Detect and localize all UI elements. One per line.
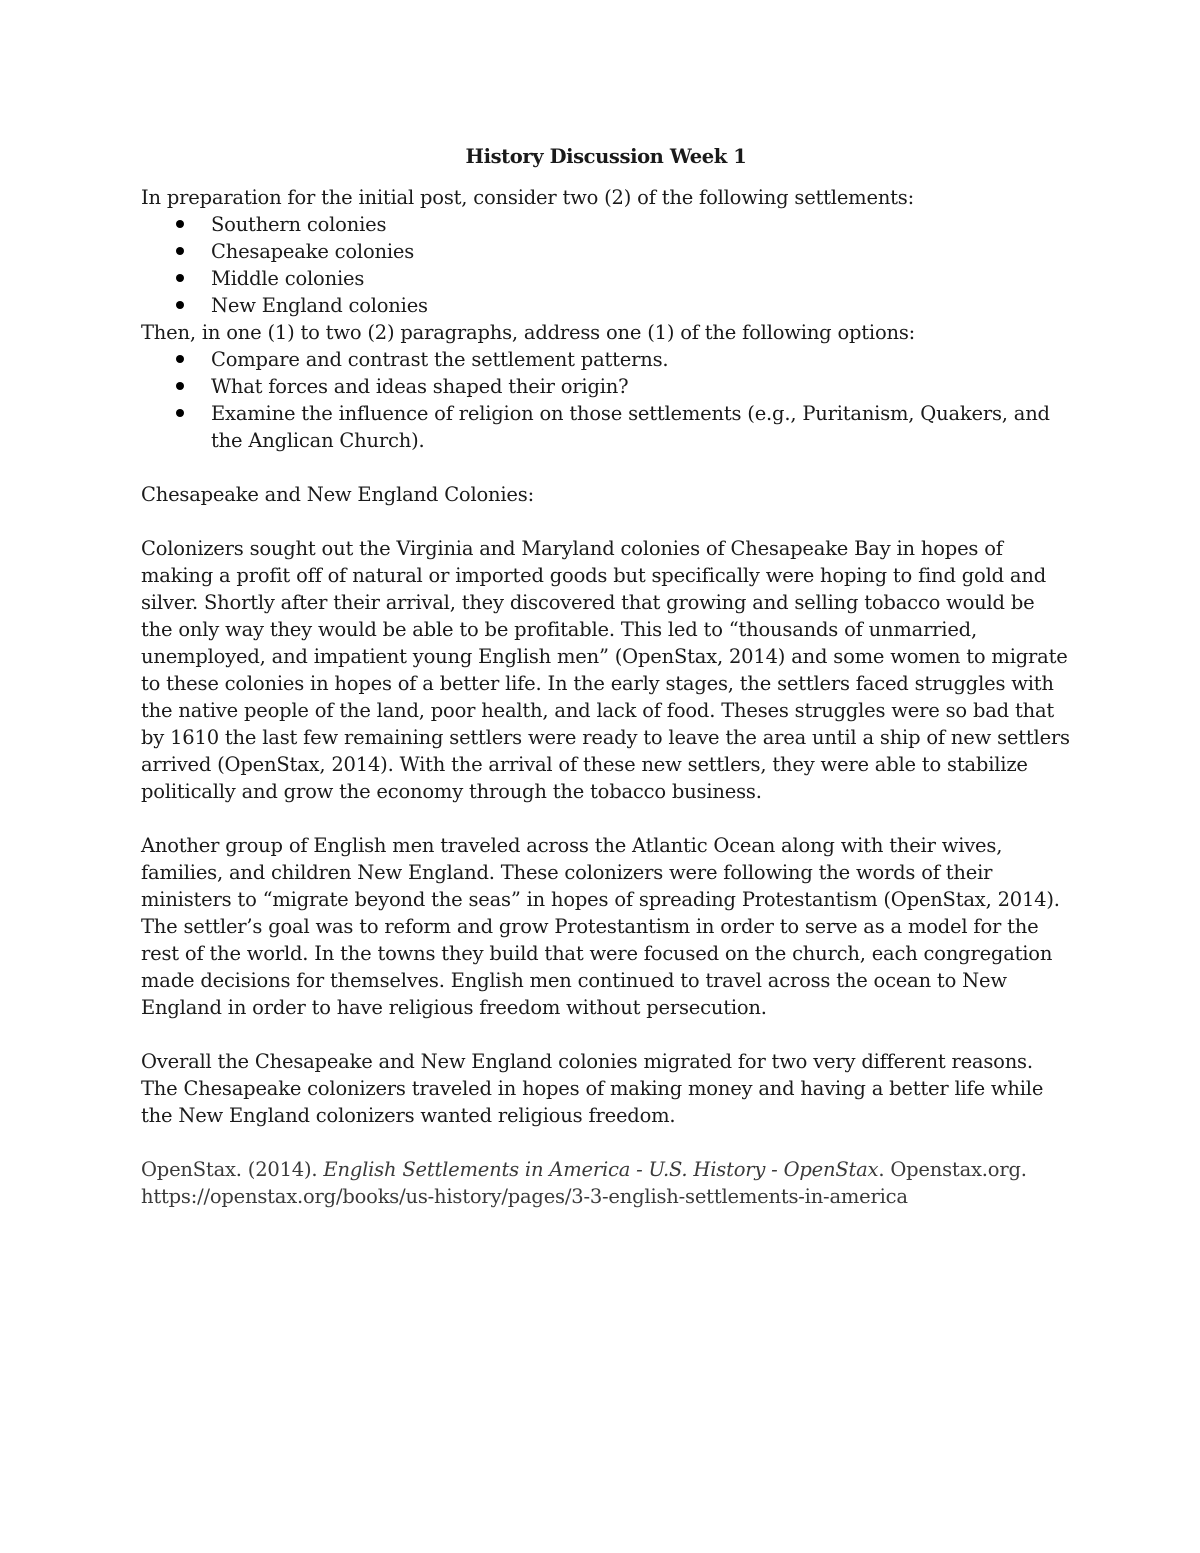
body-paragraph: Colonizers sought out the Virginia and Maryland colonies of Chesapeake Bay in hopes of making a profit off of natural or imported goods but specifically were hoping to find gold and silver. Shortly after their arrival, they discovered that growing and selling tobacco would be the only way they would be able to be profitable. This led to “thousands of unmarried, unemployed, and impatient young English men” (OpenStax, 2014) and some women to migrate to these colonies in hopes of a better life. In the early stages, the settlers faced struggles with the native people of the land, poor health, and lack of food. Theses struggles were so bad that by 1610 the last few remaining settlers were ready to leave the area until a ship of new settlers arrived (OpenStax, 2014). With the arrival of these new settlers, they were able to stabilize politically and grow the economy through the tobacco business.: [141, 537, 1070, 803]
citation-work-title: English Settlements in America - U.S. History - OpenStax: [323, 1158, 879, 1181]
list-item: New England colonies: [141, 292, 1071, 319]
citation-url: https://openstax.org/books/us-history/pages/3-3-english-settlements-in-america: [141, 1185, 908, 1208]
options-list: [141, 346, 1071, 454]
options-intro-text: Then, in one (1) to two (2) paragraphs, address one (1) of the following options:: [141, 321, 916, 344]
body-paragraph: Another group of English men traveled across the Atlantic Ocean along with their wives, families, and children New England. These colonizers were following the words of their ministers to “migrate beyond the seas” in hopes of spreading Protestantism (OpenStax, 2014). The settler’s goal was to reform and grow Protestantism in order to serve as a model for the rest of the world. In the towns they build that were focused on the church, each congregation made decisions for themselves. English men continued to travel across the ocean to New England in order to have religious freedom without persecution.: [141, 834, 1060, 1019]
citation-author-year: OpenStax. (2014).: [141, 1158, 324, 1181]
list-item: Southern colonies: [141, 211, 1071, 238]
list-item: Chesapeake colonies: [141, 238, 1071, 265]
document-page: [141, 143, 1071, 1210]
list-item: Middle colonies: [141, 265, 1071, 292]
body-paragraph: Overall the Chesapeake and New England colonies migrated for two very different reasons. The Chesapeake colonizers traveled in hopes of making money and having a better life while the New England colonizers wanted religious freedom.: [141, 1050, 1044, 1127]
intro-text: In preparation for the initial post, consider two (2) of the following settlements:: [141, 186, 914, 209]
reference-citation: [141, 1156, 1071, 1210]
list-item: Examine the influence of religion on those settlements (e.g., Puritanism, Quakers, and the Anglican Church).: [141, 400, 1071, 454]
settlements-list: [141, 211, 1071, 319]
section-heading: Chesapeake and New England Colonies:: [141, 483, 534, 506]
document-title: History Discussion Week 1: [465, 145, 747, 168]
list-item: What forces and ideas shaped their origin?: [141, 373, 1071, 400]
list-item: Compare and contrast the settlement patterns.: [141, 346, 1071, 373]
citation-publisher: . Openstax.org.: [878, 1158, 1027, 1181]
